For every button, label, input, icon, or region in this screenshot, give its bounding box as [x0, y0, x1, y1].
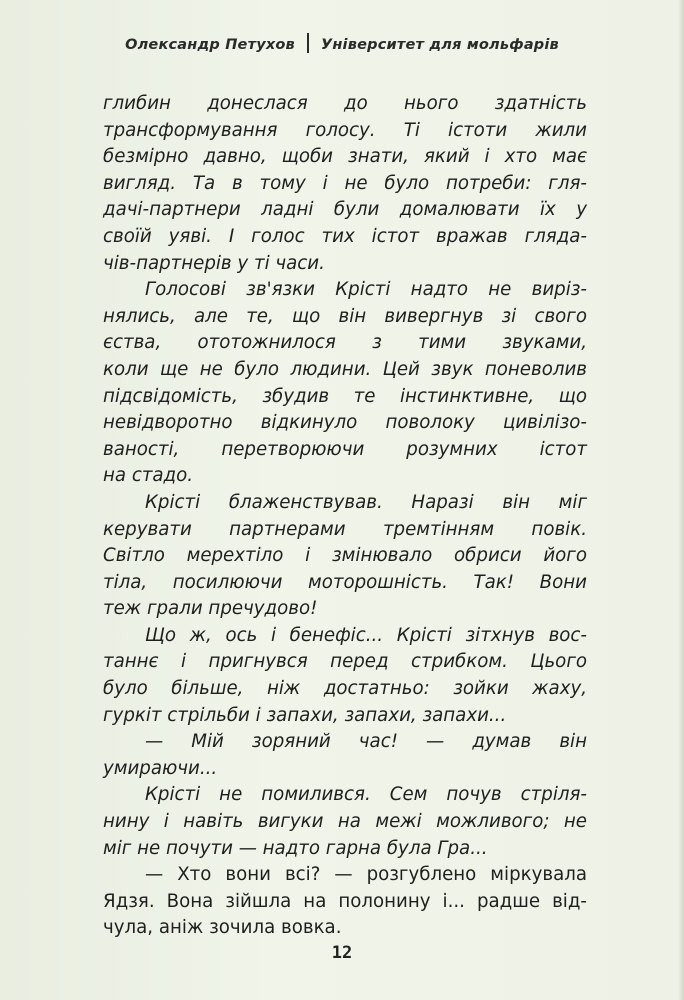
- text-line: Ядзя. Вона зійшла на полонину і... радше від-: [103, 890, 587, 912]
- text-line: коли ще не було людини. Цей звук поневолив: [103, 358, 587, 380]
- text-line: безмірно давно, щоби знати, який і хто має: [103, 146, 587, 168]
- text-line: підсвідомість, збудив те інстинктивне, що: [103, 385, 587, 407]
- text-line: єства, ототожнилося з тими звуками,: [103, 332, 587, 354]
- text-line: Світло мерехтіло і змінювало обриси його: [103, 545, 587, 567]
- page-edge-shadow: [678, 0, 684, 1000]
- text-line: Що ж, ось і бенефіс... Крісті зітхнув вос-: [145, 624, 587, 646]
- text-line: гуркіт стрільби і запахи, запахи, запахи...: [103, 704, 507, 726]
- text-line: — Хто вони всі? — розгублено міркувала: [145, 864, 587, 886]
- page-number: 12: [331, 943, 353, 963]
- text-line: умираючи...: [103, 757, 218, 779]
- text-line: невідворотно відкинуло поволоку цивілізо-: [103, 412, 587, 434]
- text-line: було більше, ніж достатньо: зойки жаху,: [103, 678, 587, 700]
- text-line: на стадо.: [103, 465, 194, 487]
- text-line: міг не почути — надто гарна була Гра...: [103, 837, 488, 859]
- text-line: таннє і пригнувся перед стрибком. Цього: [103, 651, 587, 673]
- text-line: нину і навіть вигуки на межі можливого; не: [103, 811, 587, 833]
- text-line: Крісті блаженствував. Наразі він міг: [145, 491, 587, 513]
- text-line: тіла, посилюючи моторошність. Так! Вони: [103, 571, 587, 593]
- header-author: Олександр Петухов: [125, 37, 295, 53]
- text-line: своїй уяві. І голос тих істот вражав гляда-: [103, 225, 587, 247]
- body-text: [103, 91, 587, 942]
- text-line: Голосові зв'язки Крісті надто не виріз-: [145, 279, 587, 301]
- header-title: Університет для мольфарів: [320, 37, 559, 53]
- text-line: — Мій зоряний час! — думав він: [145, 731, 587, 753]
- text-line: глибин донеслася до нього здатність: [103, 93, 587, 114]
- text-line: дачі-партнери ладні були домалювати їх у: [103, 199, 587, 221]
- text-line: нялись, але те, що він вивергнув зі свого: [103, 305, 587, 327]
- text-line: чів-партнерів у ті часи.: [103, 252, 325, 274]
- text-line: вигляд. Та в тому і не було потреби: гля-: [103, 172, 587, 194]
- running-header: [0, 33, 684, 53]
- text-line: ваності, перетворюючи розумних істот: [103, 438, 587, 460]
- text-line: теж грали пречудово!: [103, 598, 318, 620]
- text-line: Крісті не помилився. Сем почув стріля-: [145, 784, 587, 806]
- text-line: трансформування голосу. Ті істоти жили: [103, 119, 587, 141]
- header-separator: [307, 33, 309, 53]
- text-line: керувати партнерами тремтінням повік.: [103, 518, 587, 540]
- text-line: чула, аніж зочила вовка.: [103, 917, 342, 939]
